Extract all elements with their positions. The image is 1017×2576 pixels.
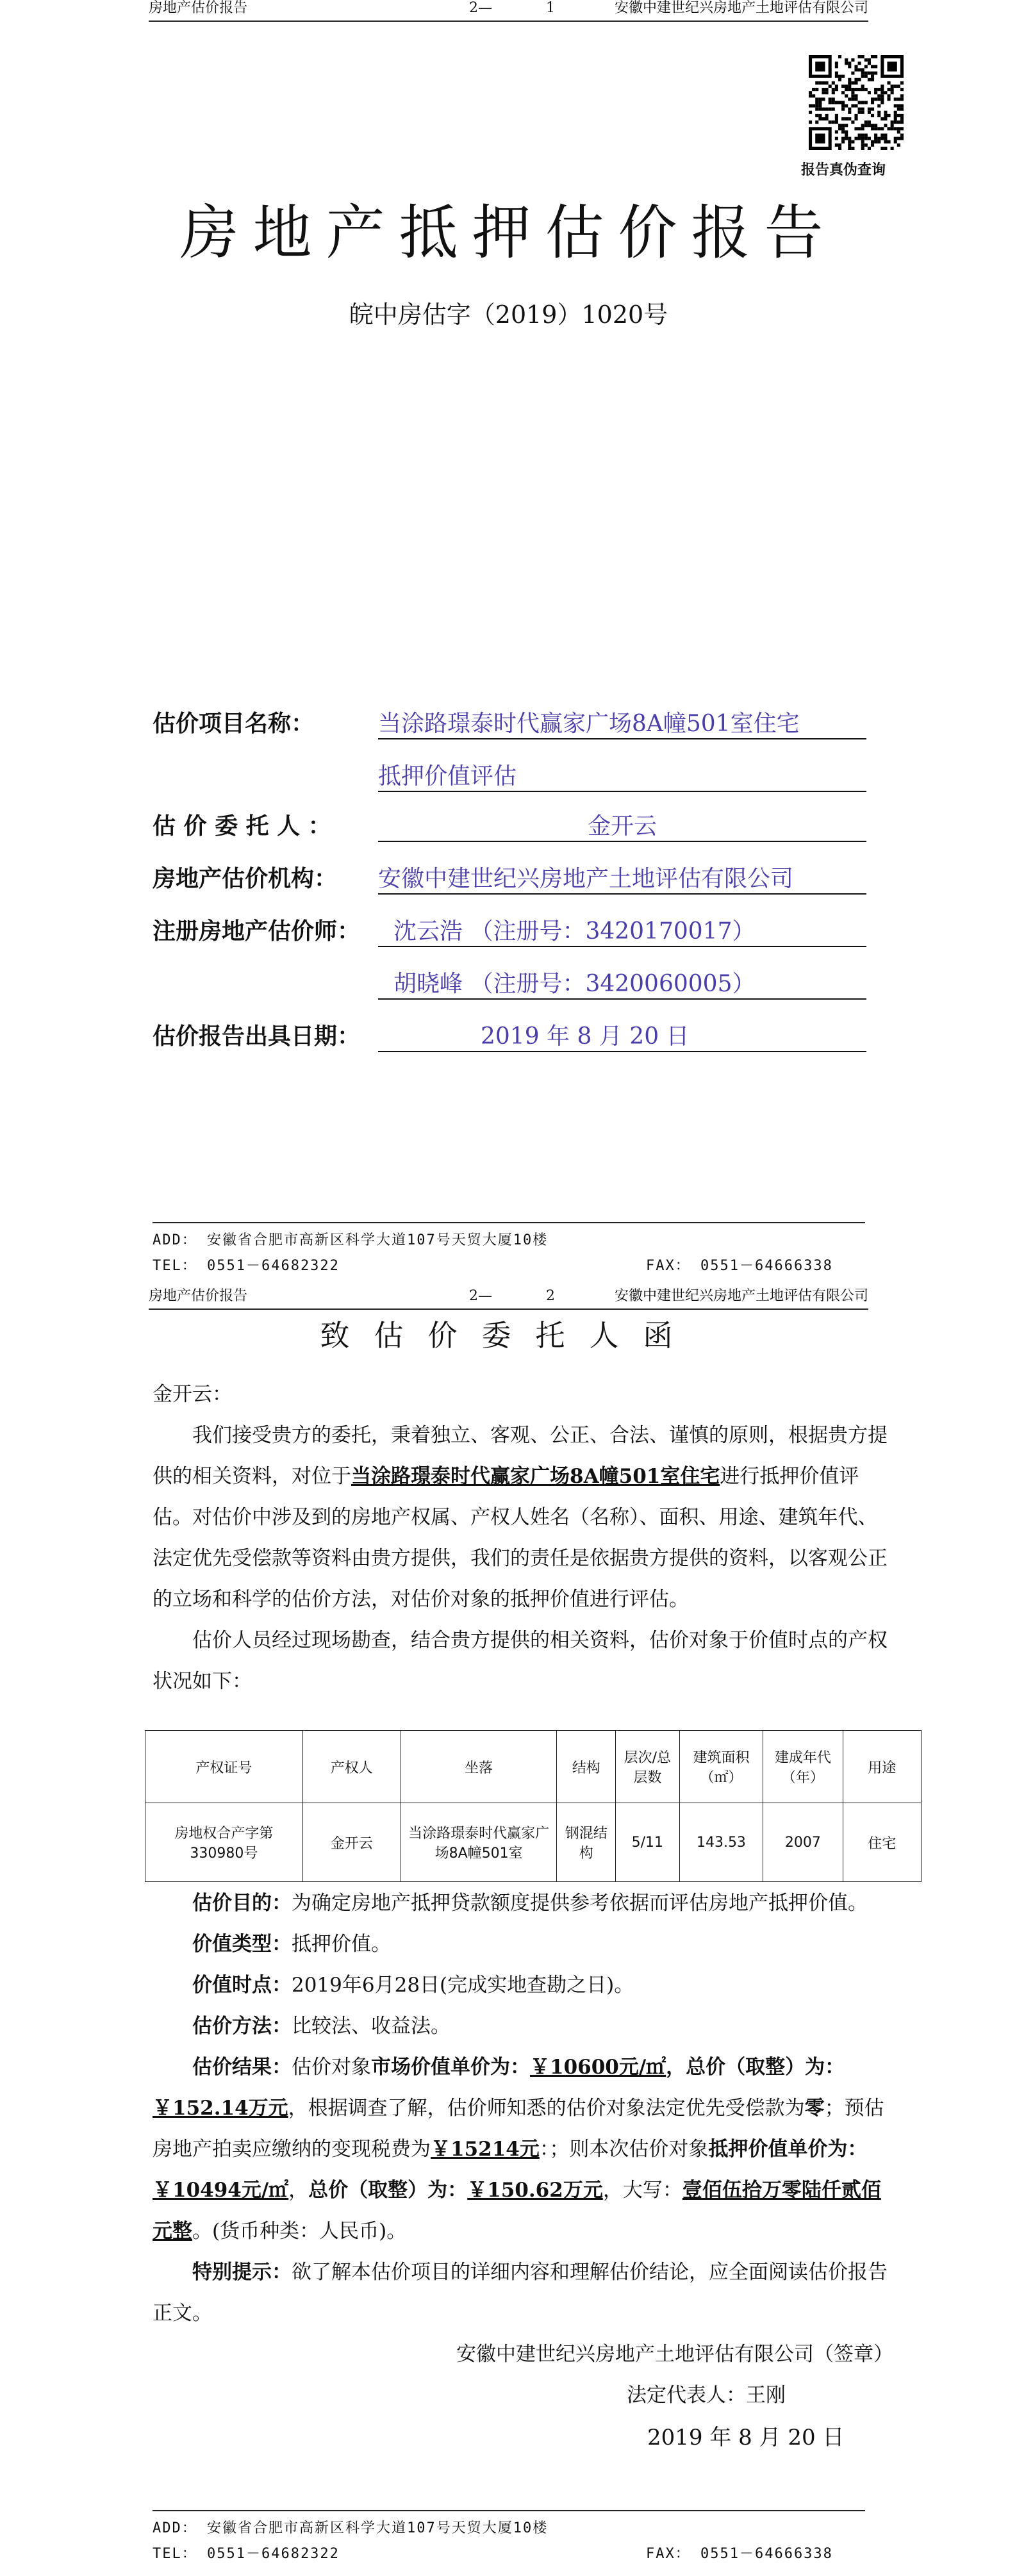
header-page-number: 2 bbox=[546, 1288, 555, 1304]
appraiser-1: 沈云浩 （注册号：3420170017） bbox=[378, 918, 866, 947]
footer-contact bbox=[153, 1255, 865, 1275]
para1-text-d: 价值评估。对估价中涉及到的房地产权属、产权人姓名（名称）、面积、用途、建筑年代、法定优先受偿款等资料由贵方提供，我们的责任是依据贵方提供的资料，以客观公正的立场和科学的估价方法，对估价对象的抵押价值进行评估。 bbox=[153, 1465, 888, 1611]
table-cell: 当涂路璟泰时代赢家广场8A幢501室 bbox=[401, 1803, 557, 1882]
table-cell: 5/11 bbox=[615, 1803, 679, 1882]
project-name-line2: 抵押价值评估 bbox=[378, 763, 866, 792]
result-text: 估价对象 bbox=[292, 2056, 371, 2079]
page-header bbox=[149, 0, 868, 22]
para1-address: 当涂路璟泰时代赢家广场8A幢501室住宅 bbox=[351, 1465, 720, 1488]
market-total-label: ，总价（取整）为： bbox=[666, 2056, 845, 2079]
market-total-price: ￥152.14万元 bbox=[153, 2097, 288, 2120]
org-name: 安徽中建世纪兴房地产土地评估有限公司 bbox=[378, 865, 866, 895]
table-cell: 2007 bbox=[763, 1803, 843, 1882]
type-text: 抵押价值。 bbox=[292, 1933, 391, 1956]
header-right: 安徽中建世纪兴房地产土地评估有限公司 bbox=[614, 0, 868, 16]
tip-line bbox=[153, 2252, 895, 2334]
salutation: 金开云： bbox=[153, 1383, 232, 1406]
mortgage-total-caps: 壹佰伍拾万零陆仟贰佰元整 bbox=[153, 2179, 881, 2243]
header-left: 房地产估价报告 bbox=[149, 1288, 248, 1304]
market-unit-price: ￥10600元/㎡ bbox=[530, 2056, 666, 2079]
footer-fax: FAX： 0551－64666338 bbox=[646, 2546, 833, 2562]
footer-divider bbox=[153, 2510, 865, 2511]
method-text: 比较法、收益法。 bbox=[292, 2015, 451, 2038]
table-header: 结构 bbox=[557, 1731, 615, 1803]
para1 bbox=[153, 1415, 895, 1620]
qr-label: 报告真伪查询 bbox=[801, 162, 886, 178]
result-text: ，大写： bbox=[602, 2179, 682, 2202]
footer-address: ADD： 安徽省合肥市高新区科学大道107号天贸大厦10楼 bbox=[153, 2520, 549, 2536]
para1-text-a: 我们接受贵方的委托，秉着独立、客观、公正、合法、谨慎的原则，根据贵方 bbox=[192, 1424, 868, 1447]
result-text: 。(货币种类：人民币)。 bbox=[192, 2220, 407, 2243]
date-label: 估价报告出具日期： bbox=[153, 1023, 361, 1050]
report-title: 房地产抵押估价报告 bbox=[179, 199, 838, 267]
result-text: ；预估房地产拍卖应缴纳的变现税费为 bbox=[153, 2097, 884, 2161]
purpose-label: 估价目的： bbox=[192, 1892, 292, 1915]
time-text: 2019年6月28日(完成实地查勘之日)。 bbox=[292, 1974, 634, 1997]
project-name-line1: 当涂路璟泰时代赢家广场8A幢501室住宅 bbox=[378, 710, 866, 739]
client-label: 估 价 委 托 人 ： bbox=[153, 813, 331, 839]
header-right: 安徽中建世纪兴房地产土地评估有限公司 bbox=[614, 1288, 868, 1304]
table-header: 建成年代（年） bbox=[763, 1731, 843, 1803]
header-page-number: 1 bbox=[546, 0, 555, 16]
mortgage-total-price: ￥150.62万元 bbox=[467, 2179, 603, 2202]
footer-tel: TEL： 0551－64682322 bbox=[153, 1258, 340, 1274]
tip-text: 欲了解本估价项目的详细内容和理解估价结论，应全面阅读估价报告正文。 bbox=[153, 2261, 888, 2325]
footer-address: ADD： 安徽省合肥市高新区科学大道107号天贸大厦10楼 bbox=[153, 1232, 549, 1248]
table-cell: 143.53 bbox=[679, 1803, 763, 1882]
footer-contact bbox=[153, 2543, 865, 2563]
table-cell: 金开云 bbox=[302, 1803, 401, 1882]
page-header-2 bbox=[149, 1288, 868, 1310]
header-page-prefix: 2— bbox=[469, 1288, 492, 1304]
org-label: 房地产估价机构： bbox=[153, 866, 338, 892]
letter-body bbox=[153, 1415, 895, 1702]
signature-date: 2019 年 8 月 20 日 bbox=[647, 2425, 845, 2450]
appraiser-label: 注册房地产估价师： bbox=[153, 918, 361, 945]
mortgage-unit-label: 抵押价值单价为： bbox=[708, 2138, 868, 2161]
footer-divider bbox=[153, 1222, 865, 1223]
appraiser-2: 胡晓峰 （注册号：3420060005） bbox=[378, 970, 866, 1000]
table-row bbox=[145, 1803, 922, 1882]
type-label: 价值类型： bbox=[192, 1933, 292, 1956]
table-header: 层次/总层数 bbox=[615, 1731, 679, 1803]
time-line bbox=[153, 1965, 895, 2006]
priority-amount: 零 bbox=[804, 2097, 825, 2120]
qr-code-icon[interactable] bbox=[809, 55, 904, 150]
result-label: 估价结果： bbox=[192, 2056, 292, 2079]
valuation-details bbox=[153, 1883, 895, 2334]
table-cell: 房地权合产字第330980号 bbox=[145, 1803, 303, 1882]
report-date: 2019 年 8 月 20 日 bbox=[378, 1023, 866, 1052]
letter-title: 致估价委托人函 bbox=[320, 1318, 697, 1353]
method-line bbox=[153, 2006, 895, 2047]
document-number: 皖中房估字（2019）1020号 bbox=[349, 301, 668, 329]
para1-text-c: 进行抵押 bbox=[720, 1465, 800, 1488]
table-header: 建筑面积（㎡） bbox=[679, 1731, 763, 1803]
table-header: 产权证号 bbox=[145, 1731, 303, 1803]
table-cell: 住宅 bbox=[843, 1803, 921, 1882]
type-line bbox=[153, 1924, 895, 1965]
purpose-line bbox=[153, 1883, 895, 1924]
header-page-prefix: 2— bbox=[469, 0, 492, 16]
purpose-text: 为确定房地产抵押贷款额度提供参考依据而评估房地产抵押价值。 bbox=[292, 1892, 868, 1915]
para1-text-b: 提供的相关资料，对位于 bbox=[153, 1424, 888, 1488]
result-text: ，根据调查了解，估价师知悉的估价对象法定优先受偿款为 bbox=[288, 2097, 805, 2120]
property-table bbox=[145, 1730, 922, 1882]
result-paragraph bbox=[153, 2047, 895, 2252]
tip-label: 特别提示： bbox=[192, 2261, 292, 2284]
market-unit-label: 市场价值单价为： bbox=[371, 2056, 530, 2079]
table-header: 产权人 bbox=[302, 1731, 401, 1803]
result-text: ：；则本次估价对象 bbox=[539, 2138, 709, 2161]
table-header: 坐落 bbox=[401, 1731, 557, 1803]
footer-tel: TEL： 0551－64682322 bbox=[153, 2546, 340, 2562]
signature-representative: 法定代表人：王刚 bbox=[627, 2384, 786, 2407]
time-label: 价值时点： bbox=[192, 1974, 292, 1997]
table-header: 用途 bbox=[843, 1731, 921, 1803]
tax-amount: ￥15214元 bbox=[431, 2138, 540, 2161]
para2: 估价人员经过现场勘查，结合贵方提供的相关资料，估价对象于价值时点的产权状况如下： bbox=[153, 1629, 888, 1693]
result-text: ， bbox=[288, 2179, 309, 2202]
footer-fax: FAX： 0551－64666338 bbox=[646, 1258, 833, 1274]
signature-company: 安徽中建世纪兴房地产土地评估有限公司（签章） bbox=[456, 2343, 893, 2366]
header-left: 房地产估价报告 bbox=[149, 0, 248, 16]
method-label: 估价方法： bbox=[192, 2015, 292, 2038]
mortgage-total-label: 总价（取整）为： bbox=[308, 2179, 468, 2202]
table-cell: 钢混结构 bbox=[557, 1803, 615, 1882]
project-label: 估价项目名称： bbox=[153, 711, 315, 737]
table-header-row bbox=[145, 1731, 922, 1803]
mortgage-unit-price: ￥10494元/㎡ bbox=[153, 2179, 289, 2202]
client-name: 金开云 bbox=[378, 813, 866, 842]
